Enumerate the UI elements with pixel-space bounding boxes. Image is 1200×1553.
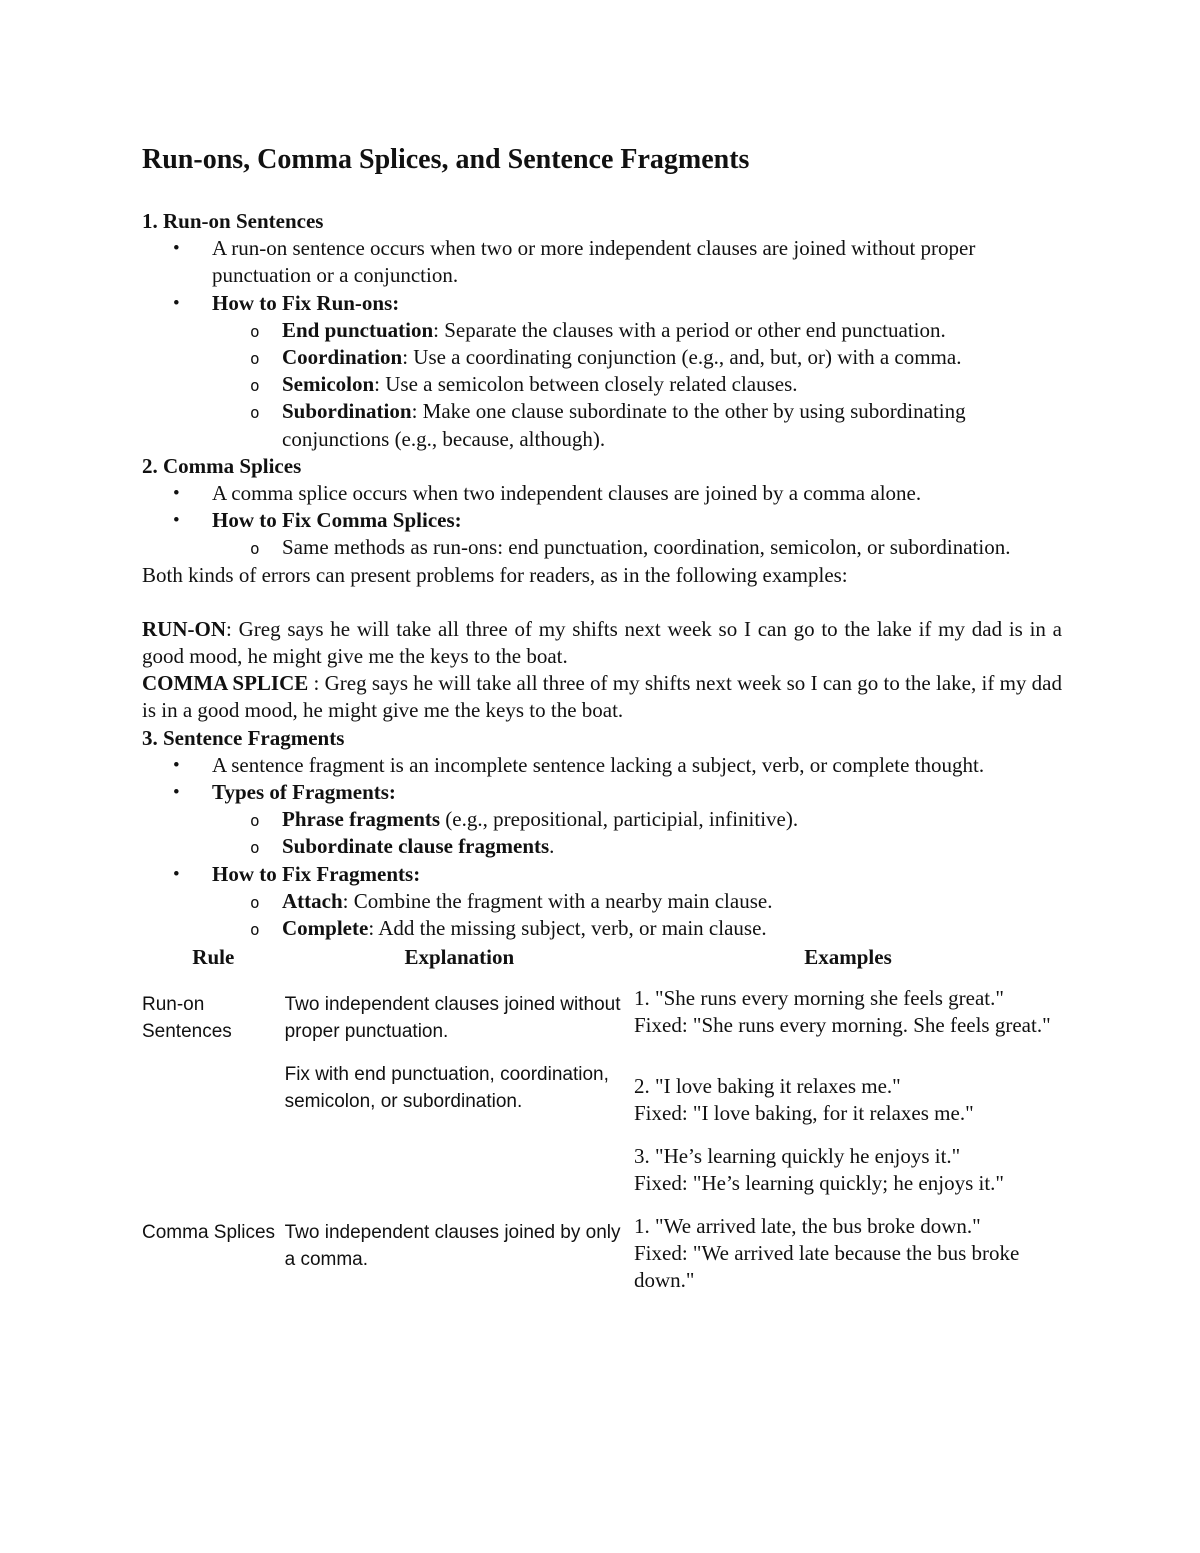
fragment-type-phrase	[212, 806, 1062, 833]
explanation-cell	[285, 1135, 634, 1205]
splice-example-label: COMMA SPLICE	[142, 671, 309, 696]
fix-text: : Separate the clauses with a period or other end punctuation.	[433, 317, 946, 342]
rule-cell: Comma Splices	[142, 1222, 276, 1244]
splice-fix-heading: How to Fix Comma Splices:	[212, 508, 462, 533]
runon-fix-end-punctuation	[212, 317, 1062, 344]
section-heading-fragments: 3. Sentence Fragments	[142, 725, 345, 750]
example-fixed: Fixed: "She runs every morning. She feels great."	[634, 1013, 1051, 1038]
table-row	[142, 977, 1062, 1053]
example-fixed: Fixed: "He’s learning quickly; he enjoys it."	[634, 1171, 1005, 1196]
fragments-definition: • A sentence fragment is an incomplete sentence lacking a subject, verb, or complete thought.	[142, 752, 1062, 779]
fix-text: : Add the missing subject, verb, or main clause.	[368, 916, 767, 941]
rule-cell	[142, 1135, 285, 1205]
splice-fix-item	[142, 507, 1062, 561]
examples-cell	[634, 977, 1062, 1053]
explanation-cell: Fix with end punctuation, coordination, semicolon, or subordination.	[284, 1064, 609, 1113]
section-heading-runon: 1. Run-on Sentences	[142, 209, 324, 233]
splice-example	[142, 670, 1062, 724]
table-header-row	[142, 944, 1062, 977]
fix-term: Subordination	[282, 399, 412, 424]
example-original: 1. "We arrived late, the bus broke down."	[634, 1214, 981, 1239]
type-term: Phrase fragments	[282, 807, 441, 832]
fix-text: : Use a coordinating conjunction (e.g., and, but, or) with a comma.	[402, 345, 962, 370]
splice-list	[142, 480, 1062, 562]
fragments-fix-item	[142, 861, 1062, 943]
runon-example-label: RUN-ON	[142, 616, 226, 641]
table-row	[142, 1205, 1062, 1302]
spacer	[142, 589, 1062, 616]
page-title: Run-ons, Comma Splices, and Sentence Fragments	[142, 144, 750, 175]
runon-example-text: : Greg says he will take all three of my shifts next week so I can go to the lake if my dad is in a good mood, he might give me the keys to the boat.	[142, 616, 1062, 669]
example-original: 1. "She runs every morning she feels great."	[634, 986, 1004, 1011]
table-row	[142, 1053, 1062, 1135]
fragment-fix-attach	[212, 888, 1062, 915]
fragments-list	[142, 752, 1062, 942]
example-fixed: Fixed: "We arrived late because the bus broke down."	[634, 1241, 1020, 1293]
type-text: .	[549, 834, 555, 859]
examples-intro: Both kinds of errors can present problems for readers, as in the following examples:	[142, 562, 848, 587]
example-fixed: Fixed: "I love baking, for it relaxes me."	[634, 1101, 974, 1126]
runon-definition: • A run-on sentence occurs when two or more independent clauses are joined without proper punctuation or a conjunction.	[142, 235, 1062, 289]
splice-definition: • A comma splice occurs when two independent clauses are joined by a comma alone.	[142, 480, 1062, 507]
runon-fix-list	[212, 317, 1062, 453]
example-original: 3. "He’s learning quickly he enjoys it."	[634, 1144, 961, 1169]
examples-cell	[634, 1053, 1062, 1135]
fix-text: : Make one clause subordinate to the other by using subordinating conjunctions (e.g., because, although).	[282, 399, 966, 451]
fix-text: : Use a semicolon between closely related clauses.	[374, 372, 798, 397]
splice-example-text: : Greg says he will take all three of my shifts next week so I can go to the lake, if my dad is in a good mood, he might give me the keys to the boat.	[142, 671, 1062, 723]
table-row	[142, 1135, 1062, 1205]
fragments-types-item	[142, 779, 1062, 861]
example-original: 2. "I love baking it relaxes me."	[634, 1074, 901, 1099]
fix-term: Attach	[282, 888, 343, 913]
explanation-cell: Two independent clauses joined by only a comma.	[284, 1222, 621, 1271]
column-header-explanation: Explanation	[404, 945, 515, 970]
rules-table	[142, 944, 1062, 1302]
runon-fix-subordination	[212, 398, 1062, 452]
examples-cell	[634, 1205, 1062, 1302]
fragments-types-list	[212, 806, 1062, 860]
runon-list	[142, 235, 1062, 453]
fragments-fix-list	[212, 888, 1062, 942]
fix-text: : Combine the fragment with a nearby main clause.	[342, 888, 773, 913]
fix-term: Complete	[282, 916, 369, 941]
splice-fix-list	[212, 534, 1062, 561]
fragments-types-heading: Types of Fragments:	[212, 780, 396, 805]
column-header-examples: Examples	[804, 945, 892, 970]
document-page	[142, 140, 1062, 1302]
fix-term: Semicolon	[282, 372, 375, 397]
rule-cell: Run-on Sentences	[142, 994, 232, 1043]
rule-cell	[142, 1053, 285, 1135]
splice-fix-methods: o Same methods as run-ons: end punctuation, coordination, semicolon, or subordination.	[212, 534, 1062, 561]
runon-example	[142, 616, 1062, 670]
fragment-type-subordinate	[212, 833, 1062, 860]
fix-term: End punctuation	[282, 317, 434, 342]
runon-fix-item	[142, 290, 1062, 453]
fragments-fix-heading: How to Fix Fragments:	[212, 861, 421, 886]
section-heading-splice: 2. Comma Splices	[142, 453, 302, 478]
column-header-rule: Rule	[192, 945, 235, 970]
fix-term: Coordination	[282, 345, 403, 370]
runon-fix-coordination	[212, 344, 1062, 371]
runon-fix-semicolon	[212, 371, 1062, 398]
runon-fix-heading: How to Fix Run-ons:	[212, 290, 400, 315]
examples-cell	[634, 1135, 1062, 1205]
type-term: Subordinate clause fragments	[282, 834, 550, 859]
type-text: (e.g., prepositional, participial, infinitive).	[440, 807, 799, 832]
explanation-cell: Two independent clauses joined without proper punctuation.	[284, 994, 621, 1043]
fragment-fix-complete	[212, 915, 1062, 942]
